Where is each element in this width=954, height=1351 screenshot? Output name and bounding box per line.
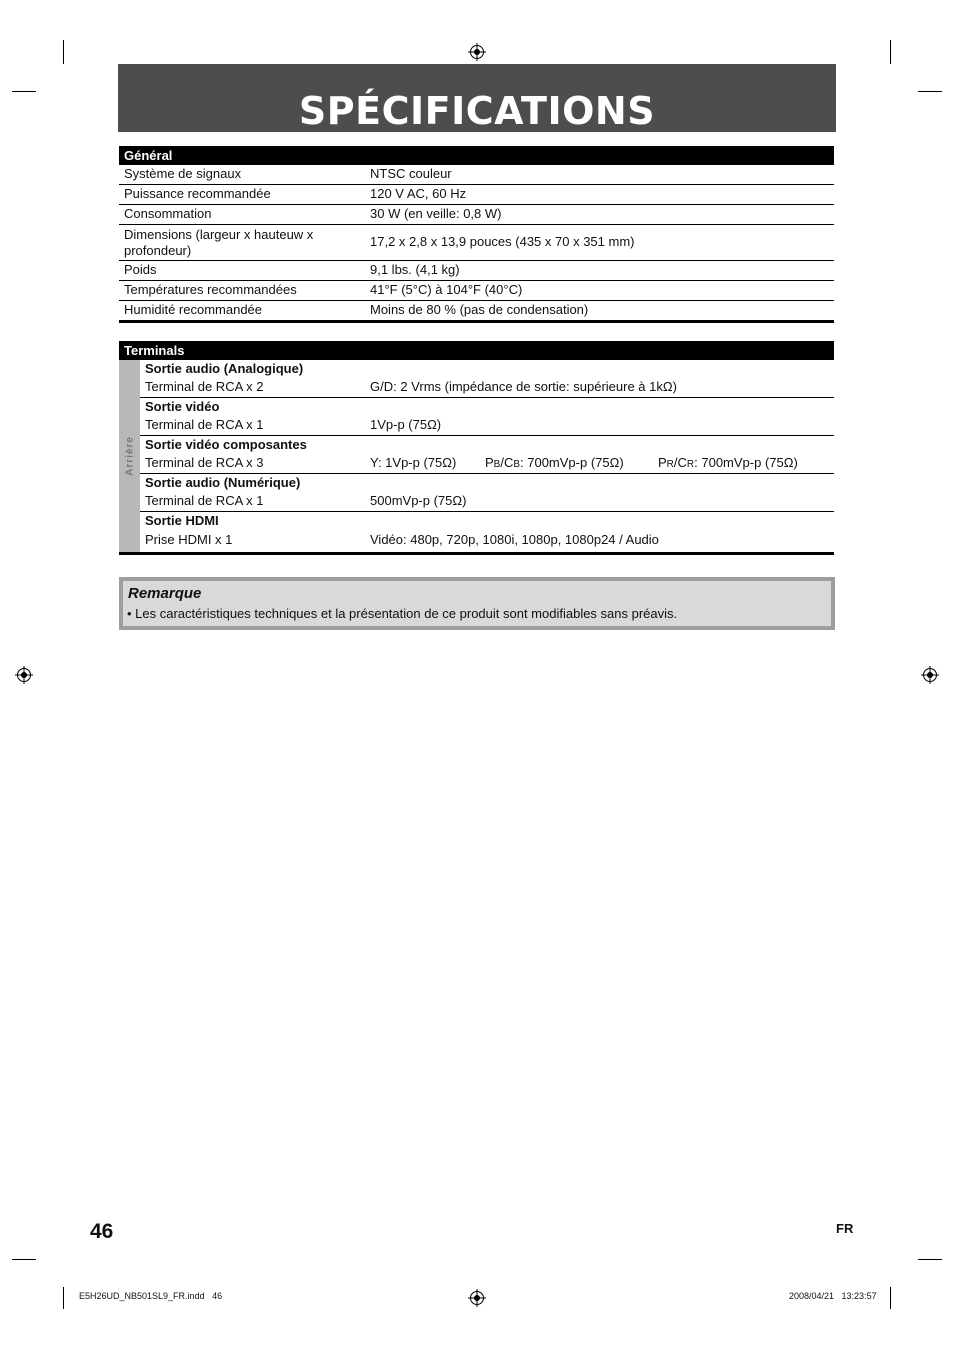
terminal-sub: Terminal de RCA x 2 [145,379,264,394]
pb-b: B [493,459,501,470]
note-box [119,577,835,630]
terminal-value: G/D: 2 Vrms (impédance de sortie: supérieure à 1kΩ) [370,379,677,394]
note-text: • Les caractéristiques techniques et la présentation de ce produit sont modifiables sans préavis. [127,606,678,621]
pr-r2: R [686,459,695,470]
row-label: Dimensions (largeur x hauteuw x profondeur) [124,227,314,258]
general-heading: Général [119,146,834,165]
crop-mark [890,40,891,64]
row-label: Poids [124,262,157,277]
row-value: 9,1 lbs. (4,1 kg) [370,262,460,277]
crop-mark [12,1259,36,1260]
registration-mark-icon [470,45,484,59]
terminals-body [119,360,834,555]
side-label: Arrière [124,436,135,476]
terminal-title: Sortie audio (Analogique) [145,361,304,376]
pr-p: P [658,455,667,470]
terminal-value: Vidéo: 480p, 720p, 1080i, 1080p, 1080p24 / Audio [370,532,659,547]
row-value: 30 W (en veille: 0,8 W) [370,206,502,221]
registration-mark-icon [17,668,31,682]
terminal-value-pr [658,455,798,470]
terminal-group [140,360,834,398]
terminal-sub: Terminal de RCA x 1 [145,493,264,508]
note-inner [123,581,831,626]
pb-slash: /C [500,455,514,470]
row-value: NTSC couleur [370,166,452,181]
page-number: 46 [90,1220,114,1243]
terminal-title: Sortie HDMI [145,513,219,528]
terminal-sub: Terminal de RCA x 3 [145,455,264,470]
terminals-table [119,341,834,555]
row-value: 41°F (5°C) à 104°F (40°C) [370,282,523,297]
pr-rest: : 700mVp-p (75Ω) [694,455,798,470]
table-row [119,281,834,301]
crop-mark [890,1287,891,1309]
terminal-group [140,436,834,474]
row-label: Humidité recommandée [124,302,263,317]
table-row [119,205,834,225]
crop-mark [63,1287,64,1309]
registration-mark-icon [470,1291,484,1305]
file-info: E5H26UD_NB501SL9_FR.indd 46 [79,1291,223,1301]
terminal-title: Sortie vidéo [145,399,220,414]
crop-mark [918,91,942,92]
table-row [119,165,834,185]
table-row [119,261,834,281]
terminal-sub: Terminal de RCA x 1 [145,417,264,432]
table-row [119,225,834,261]
pr-slash: /C [673,455,687,470]
side-label-bar [119,360,140,552]
pb-p: P [485,455,494,470]
row-value: 120 V AC, 60 Hz [370,186,467,201]
crop-mark [12,91,36,92]
terminal-group [140,474,834,512]
terminal-title: Sortie vidéo composantes [145,437,307,452]
table-row [119,185,834,205]
page-title: SPÉCIFICATIONS [118,64,836,132]
table-row [119,301,834,323]
terminal-title: Sortie audio (Numérique) [145,475,301,490]
row-label: Consommation [124,206,212,221]
row-label: Puissance recommandée [124,186,271,201]
terminal-group [140,398,834,436]
terminal-group [140,512,834,551]
terminal-value-pb [485,455,624,470]
pb-rest: : 700mVp-p (75Ω) [520,455,624,470]
registration-mark-icon [923,668,937,682]
crop-mark [918,1259,942,1260]
terminal-value: Y: 1Vp-p (75Ω) [370,455,457,470]
language-label: FR [836,1221,854,1236]
terminal-value: 1Vp-p (75Ω) [370,417,442,432]
note-title: Remarque [128,585,202,602]
row-label: Système de signaux [124,166,242,181]
terminal-sub: Prise HDMI x 1 [145,532,233,547]
pr-r: R [666,459,674,470]
terminal-value: 500mVp-p (75Ω) [370,493,467,508]
row-label: Températures recommandées [124,282,297,297]
terminals-heading: Terminals [119,341,834,360]
pb-b2: B [513,459,521,470]
row-value: Moins de 80 % (pas de condensation) [370,302,589,317]
row-value: 17,2 x 2,8 x 13,9 pouces (435 x 70 x 351 mm) [370,234,635,249]
general-table [119,146,834,323]
crop-mark [63,40,64,64]
timestamp: 2008/04/21 13:23:57 [789,1291,877,1301]
